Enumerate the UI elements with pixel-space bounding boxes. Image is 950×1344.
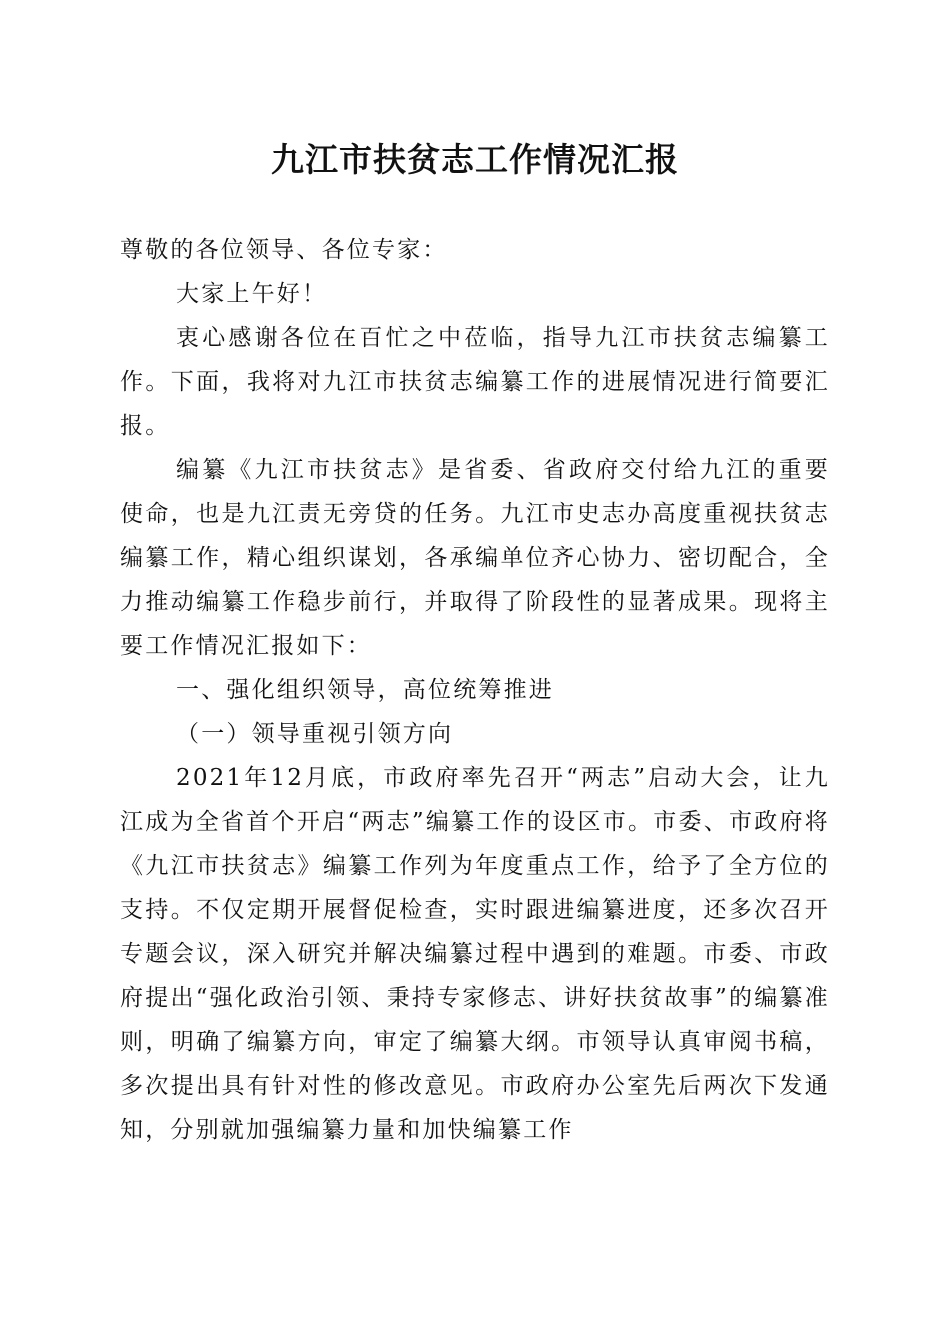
paragraph-thanks: 衷心感谢各位在百忙之中莅临，指导九江市扶贫志编纂工作。下面，我将对九江市扶贫志编纂工作的进展情况进行简要汇报。 [120,325,830,439]
subsection-heading-1: （一）领导重视引领方向 [176,721,454,747]
section-heading-1: 一、强化组织领导，高位统筹推进 [176,677,554,703]
document-title: 九江市扶贫志工作情况汇报 [271,140,679,179]
document-body [120,228,830,1152]
paragraph-leadership: 2021年12月底，市政府率先召开“两志”启动大会，让九江成为全省首个开启“两志”编纂工作的设区市。市委、市政府将《九江市扶贫志》编纂工作列为年度重点工作，给予了全方位的支持。不仅定期开展督促检查，实时跟进编纂进度，还多次召开专题会议，深入研究并解决编纂过程中遇到的难题。市委、市政府提出“强化政治引领、秉持专家修志、讲好扶贫故事”的编纂准则，明确了编纂方向，审定了编纂大纲。市领导认真审阅书稿，多次提出具有针对性的修改意见。市政府办公室先后两次下发通知，分别就加强编纂力量和加快编纂工作 [120,765,830,1143]
paragraph-greeting: 大家上午好！ [176,281,328,307]
paragraph-intro: 编纂《九江市扶贫志》是省委、省政府交付给九江的重要使命，也是九江责无旁贷的任务。九江市史志办高度重视扶贫志编纂工作，精心组织谋划，各承编单位齐心协力、密切配合，全力推动编纂工作稳步前行，并取得了阶段性的显著成果。现将主要工作情况汇报如下： [120,457,830,659]
salutation: 尊敬的各位领导、各位专家： [120,237,448,263]
